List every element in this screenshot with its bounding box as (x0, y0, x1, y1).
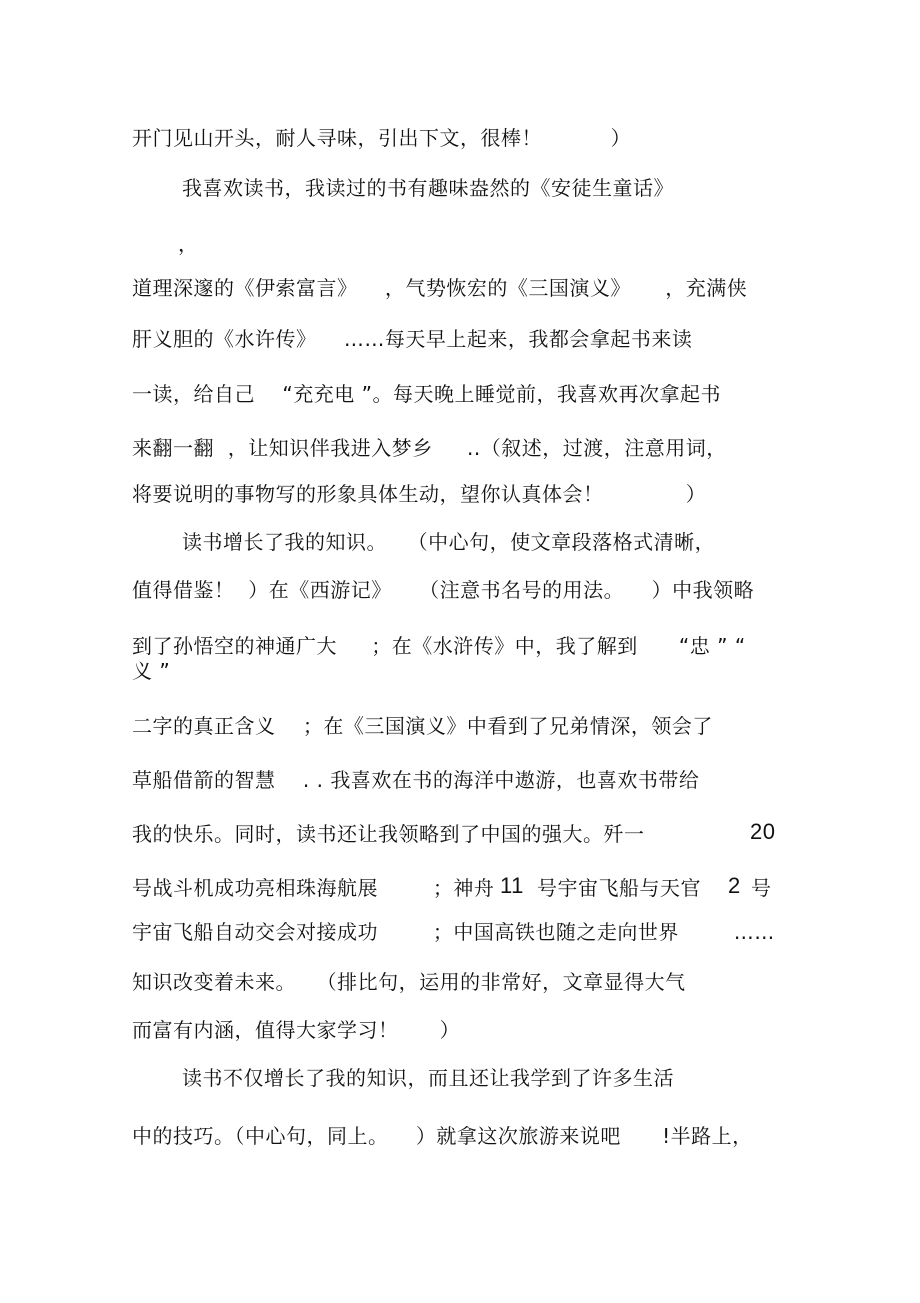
text-line: 义 ” (132, 659, 171, 683)
text-line: 草船借箭的智慧 . . 我喜欢在书的海洋中遨游，也喜欢书带给 (132, 768, 700, 792)
text-line: 而富有内涵，值得大家学习！ ） (132, 1018, 461, 1042)
text-line: 道理深邃的《伊索富言》 ，气势恢宏的《三国演义》 ，充满侠 (132, 276, 748, 300)
text-line: 到了孙悟空的神通广大 ；在《水浒传》中，我了解到 “忠 ” “ (132, 634, 746, 658)
number-text: 2 (728, 873, 741, 898)
text-line: 我的快乐。同时，读书还让我领略到了中国的强大。歼一 (132, 822, 645, 846)
text-line: 二字的真正含义 ；在《三国演义》中看到了兄弟情深，领会了 (132, 714, 713, 738)
number-text: 11 (500, 873, 524, 898)
text-line: 号宇宙飞船与天官 (537, 876, 701, 900)
text-line: 我喜欢读书，我读过的书有趣味盎然的《安徒生童话》 (182, 176, 674, 200)
number-text: 20 (750, 819, 776, 844)
text-line: 中的技巧。（中心句，同上。 ）就拿这次旅游来说吧 !半路上， (132, 1124, 753, 1148)
text-line: 宇宙飞船自动交会对接成功 ；中国高铁也随之走向世界 …… (132, 920, 775, 944)
text-line: 来翻一翻 ，让知识伴我进入梦乡 ..（叙述，过渡，注意用词， (132, 436, 727, 460)
text-line: 肝义胆的《水许传》 ……每天早上起来，我都会拿起书来读 (132, 327, 693, 351)
text-line: 读书增长了我的知识。 （中心句，使文章段落格式清晰， (182, 530, 716, 554)
text-line: ， (178, 232, 199, 256)
text-line: 知识改变着未来。 （排比句，运用的非常好，文章显得大气 (132, 970, 686, 994)
text-line: 开门见山开头，耐人寻味，引出下文，很棒！ ） (132, 126, 632, 150)
text-line: 一读，给自己 “充充电 ”。每天晚上睡觉前，我喜欢再次拿起书 (132, 382, 722, 406)
text-line: 号战斗机成功亮相珠海航展 ；神舟 (132, 876, 495, 900)
text-line: 值得借鉴！ ）在《西游记》 （注意书名号的用法。 ）中我领略 (132, 578, 755, 602)
text-line: 读书不仅增长了我的知识，而且还让我学到了许多生活 (182, 1066, 674, 1090)
text-line: 号 (751, 876, 772, 900)
text-line: 将要说明的事物写的形象具体生动，望你认真体会！ ） (132, 482, 707, 506)
